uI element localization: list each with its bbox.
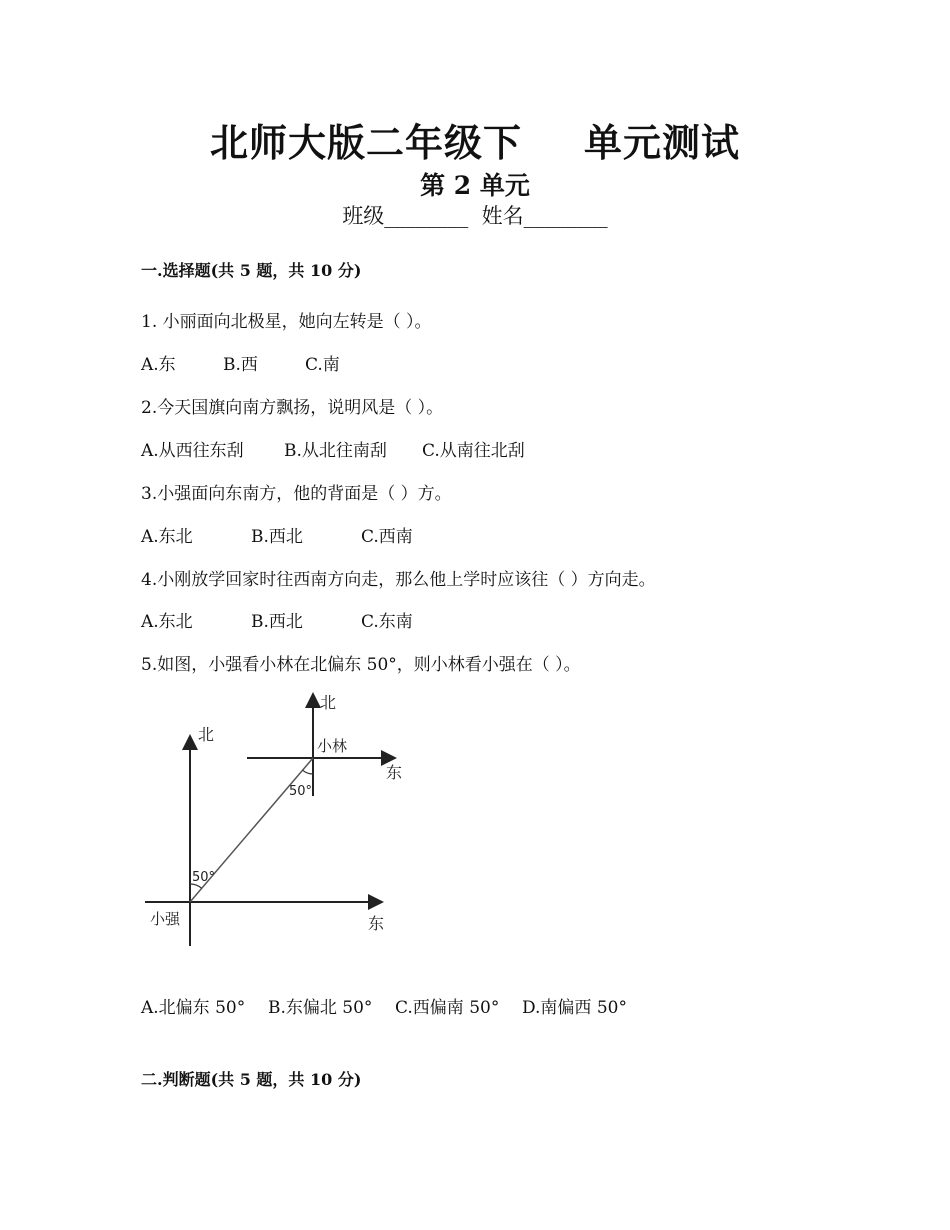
question-1-options: [141, 350, 340, 375]
option-c: C.东南: [361, 612, 413, 632]
angle-label-b: 50°: [289, 784, 313, 799]
east-label-b: 东: [386, 763, 403, 782]
angle-arc-b: [303, 770, 313, 774]
page-title: [0, 112, 950, 167]
option-d: D.南偏西 50°: [522, 998, 627, 1018]
class-field: 班级________: [342, 204, 469, 228]
question-5: 5.如图，小强看小林在北偏东 50°，则小林看小强在（ ）。: [141, 655, 581, 675]
unit-subtitle: 第 2 单元: [420, 171, 530, 200]
option-b: B.西: [223, 355, 258, 375]
question-1: 1. 小丽面向北极星，她向左转是（ ）。: [141, 312, 432, 332]
question-3-options: [141, 522, 413, 547]
option-b: B.东偏北 50°: [268, 998, 373, 1018]
north-label-a: 北: [198, 725, 215, 744]
question-2: 2.今天国旗向南方飘扬，说明风是（ ）。: [141, 398, 444, 418]
option-a: A.从西往东刮: [141, 441, 244, 461]
section-heading-judgement: 二.判断题(共 5 题，共 10 分): [141, 1070, 362, 1089]
section-heading-choice: 一.选择题(共 5 题，共 10 分): [141, 261, 362, 280]
person-b-label: 小林: [317, 737, 348, 755]
option-c: C.南: [305, 355, 340, 375]
option-b: B.西北: [251, 612, 303, 632]
direction-diagram: [135, 688, 415, 953]
north-label-b: 北: [320, 693, 337, 712]
student-info-line: [0, 200, 950, 230]
east-label-a: 东: [368, 914, 385, 933]
option-a: A.北偏东 50°: [141, 998, 246, 1018]
name-field: 姓名________: [481, 204, 608, 228]
option-c: C.从南往北刮: [422, 441, 525, 461]
option-b: B.西北: [251, 527, 303, 547]
option-b: B.从北往南刮: [284, 441, 387, 461]
option-a: A.东北: [141, 612, 193, 632]
question-2-options: [141, 436, 525, 461]
question-4-options: [141, 607, 413, 632]
title-right: 单元测试: [584, 121, 741, 165]
angle-label-a: 50°: [192, 870, 216, 885]
option-a: A.东: [141, 355, 176, 375]
option-c: C.西偏南 50°: [395, 998, 500, 1018]
question-4: 4.小刚放学回家时往西南方向走，那么他上学时应该往（ ）方向走。: [141, 570, 656, 590]
title-left: 北师大版二年级下: [209, 121, 522, 165]
option-c: C.西南: [361, 527, 413, 547]
question-5-options: [141, 993, 627, 1018]
question-3: 3.小强面向东南方，他的背面是（ ）方。: [141, 484, 452, 504]
option-a: A.东北: [141, 527, 193, 547]
person-a-label: 小强: [150, 910, 181, 928]
